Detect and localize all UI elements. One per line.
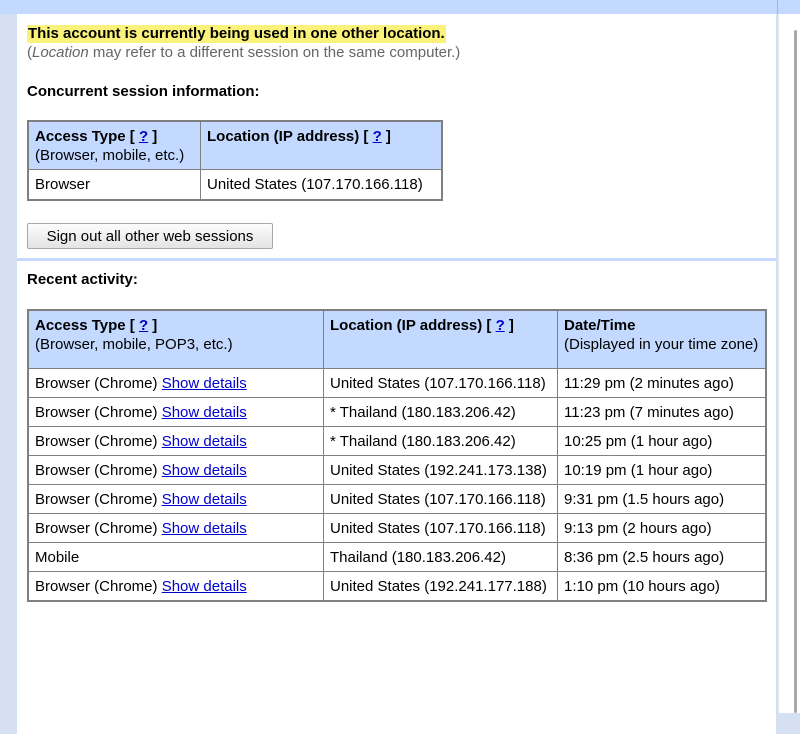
access-type-text: Browser (Chrome) [35, 375, 158, 392]
concurrent-title: Concurrent session information: [27, 83, 260, 100]
date-time-cell: 9:31 pm (1.5 hours ago) [558, 485, 765, 514]
date-time-cell: 10:25 pm (1 hour ago) [558, 427, 765, 456]
date-time-cell: 9:13 pm (2 hours ago) [558, 514, 765, 543]
note-rest: may refer to a different session on the same computer.) [88, 44, 461, 61]
access-type-cell [29, 398, 324, 427]
access-type-text: Browser (Chrome) [35, 520, 158, 537]
access-type-cell [29, 485, 324, 514]
date-time-cell: 11:23 pm (7 minutes ago) [558, 398, 765, 427]
note-open: ( [27, 44, 32, 61]
table-row [29, 369, 765, 398]
show-details-link[interactable]: Show details [161, 375, 247, 392]
show-details-link[interactable]: Show details [161, 491, 247, 508]
access-type-cell [29, 427, 324, 456]
table-row [29, 543, 765, 572]
location-cell: * Thailand (180.183.206.42) [324, 427, 558, 456]
window-top-bar [0, 0, 800, 14]
access-type-text: Browser (Chrome) [35, 491, 158, 508]
header-sub: (Browser, mobile, etc.) [35, 147, 185, 164]
table-row [29, 170, 441, 199]
header-sub: (Browser, mobile, POP3, etc.) [35, 336, 233, 353]
access-type-text: Browser (Chrome) [35, 462, 158, 479]
show-details-link[interactable]: Show details [161, 404, 247, 421]
date-time-cell: 8:36 pm (2.5 hours ago) [558, 543, 765, 572]
location-header [324, 311, 558, 369]
access-type-header [29, 311, 324, 369]
access-type-text: Browser (Chrome) [35, 433, 158, 450]
header-label: Location (IP address) [ [207, 128, 373, 145]
header-close: ] [148, 317, 158, 334]
access-type-cell [29, 456, 324, 485]
header-close: ] [504, 317, 514, 334]
location-cell: United States (107.170.166.118) [324, 369, 558, 398]
show-details-link[interactable]: Show details [161, 433, 247, 450]
header-label: Access Type [ [35, 128, 139, 145]
access-type-text: Browser (Chrome) [35, 578, 158, 595]
access-type-help-link[interactable]: ? [138, 317, 149, 334]
header-sub: (Displayed in your time zone) [564, 336, 759, 353]
account-warning: This account is currently being used in one other location. [28, 25, 445, 42]
location-cell: United States (107.170.166.118) [324, 514, 558, 543]
access-type-header [29, 122, 201, 170]
access-type-cell [29, 514, 324, 543]
location-header [201, 122, 441, 170]
table-row [29, 572, 765, 600]
table-row [29, 485, 765, 514]
table-row [29, 427, 765, 456]
header-label: Access Type [ [35, 317, 139, 334]
header-label: Date/Time [564, 317, 636, 334]
location-help-link[interactable]: ? [372, 128, 382, 145]
section-divider [17, 258, 776, 261]
header-label: Location (IP address) [ [330, 317, 496, 334]
location-cell: United States (192.241.177.188) [324, 572, 558, 600]
table-row [29, 514, 765, 543]
access-type-text: Mobile [35, 549, 80, 566]
location-cell: United States (192.241.173.138) [324, 456, 558, 485]
top-bar-corner [777, 0, 800, 14]
note-term: Location [32, 44, 89, 61]
date-time-header [558, 311, 765, 369]
location-cell: United States (107.170.166.118) [207, 176, 423, 193]
date-time-cell: 10:19 pm (1 hour ago) [558, 456, 765, 485]
table-row [29, 456, 765, 485]
access-type-cell [29, 369, 324, 398]
location-cell: Thailand (180.183.206.42) [324, 543, 558, 572]
date-time-cell: 1:10 pm (10 hours ago) [564, 578, 720, 595]
sign-out-other-sessions-button[interactable]: Sign out all other web sessions [27, 223, 273, 249]
concurrent-session-table [27, 120, 443, 201]
show-details-link[interactable]: Show details [161, 520, 247, 537]
access-type-cell [29, 543, 324, 572]
recent-activity-table [27, 309, 767, 602]
access-type-help-link[interactable]: ? [138, 128, 149, 145]
access-type-cell [29, 572, 324, 600]
location-cell: * Thailand (180.183.206.42) [324, 398, 558, 427]
date-time-cell: 11:29 pm (2 minutes ago) [558, 369, 765, 398]
header-close: ] [148, 128, 158, 145]
table-header-row [29, 311, 765, 369]
location-note [27, 44, 460, 62]
recent-activity-title: Recent activity: [27, 271, 138, 288]
access-type-text: Browser (Chrome) [35, 404, 158, 421]
show-details-link[interactable]: Show details [161, 462, 247, 479]
table-row [29, 398, 765, 427]
show-details-link[interactable]: Show details [161, 578, 247, 595]
location-cell: United States (107.170.166.118) [324, 485, 558, 514]
table-header-row [29, 122, 441, 170]
recent-activity-rows [29, 369, 765, 600]
scrollbar-thumb[interactable] [794, 30, 797, 713]
header-close: ] [381, 128, 391, 145]
access-type-cell: Browser [29, 170, 201, 199]
location-help-link[interactable]: ? [495, 317, 505, 334]
